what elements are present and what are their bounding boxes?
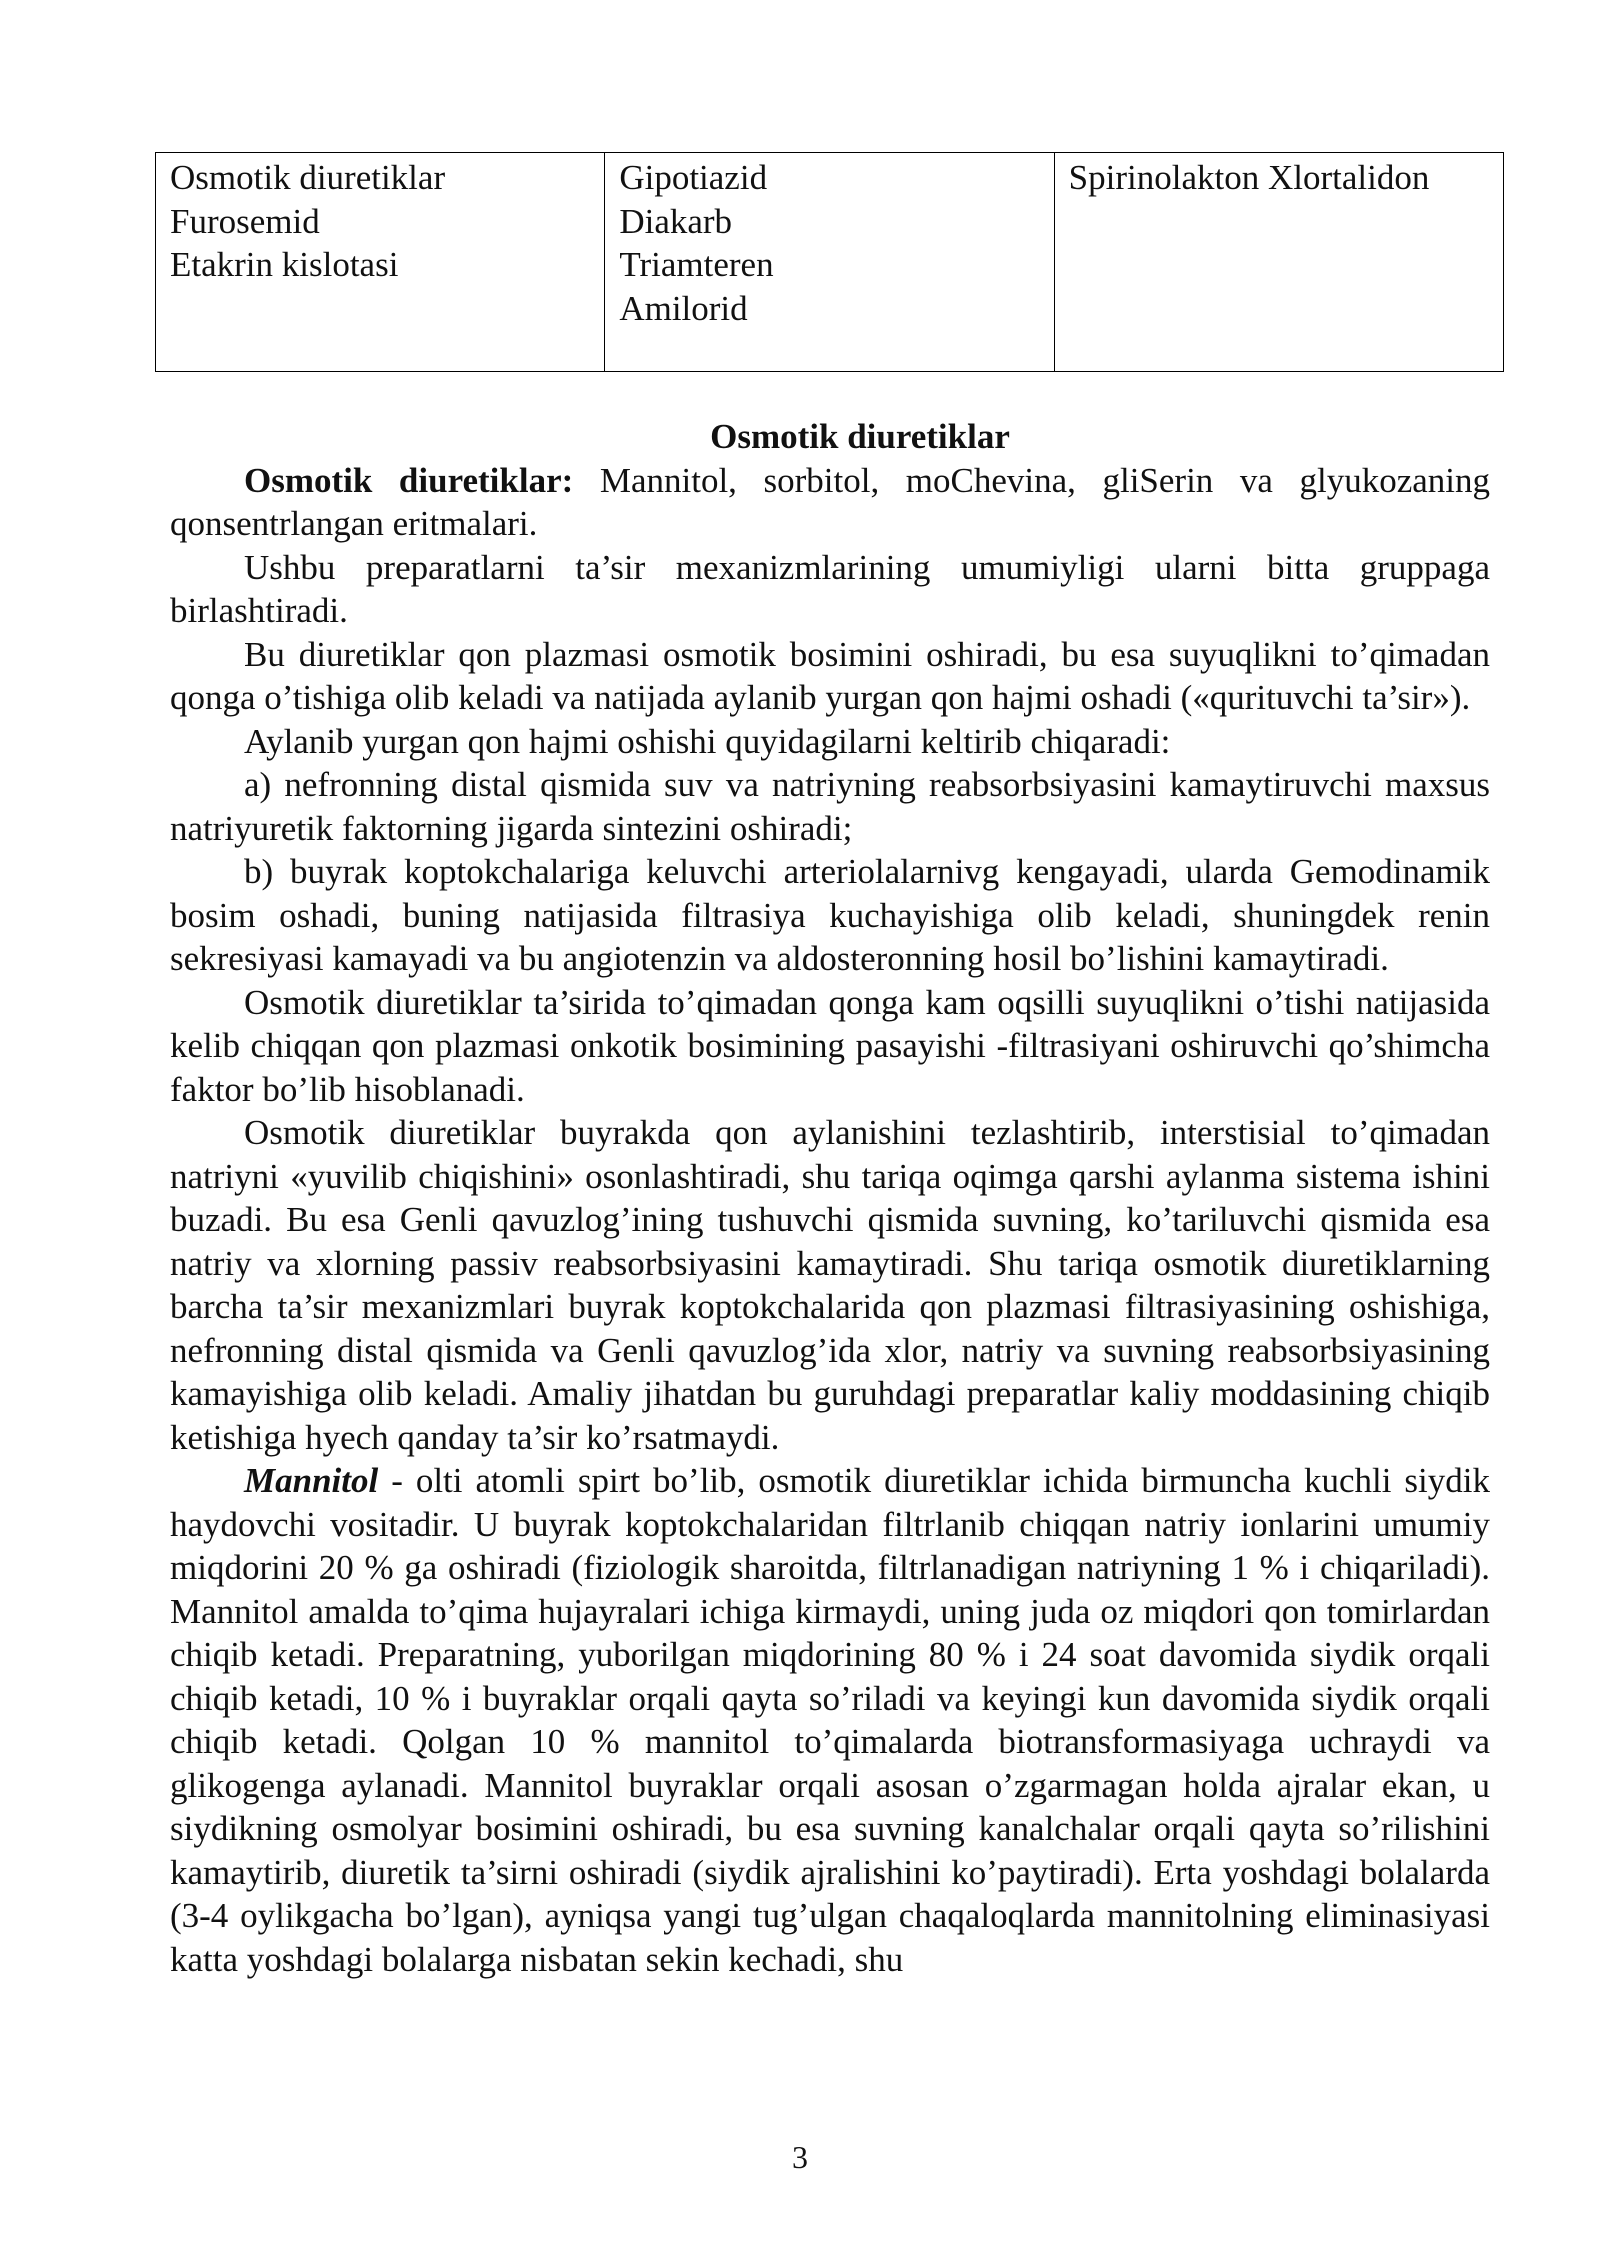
paragraph-8: Osmotik diuretiklar buyrakda qon aylanishini tezlashtirib, interstisial to’qimadan natriyni «yuvilib chiqishini» osonlashtiradi, shu tariqa oqimga qarshi aylanma sistema ishini buzadi. Bu esa Genli qavuzlog’ining tushuvchi qismida suvning, ko’tariluvchi qismida esa natriy va xlorning passiv reabsorbsiyasini kamaytiradi. Shu tariqa osmotik diuretiklarning barcha ta’sir mexanizmlari buyrak koptokchalarida qon plazmasi filtrasiyasining oshishiga, nefronning distal qismida va Genli qavuzlog’ida xlor, natriy va suvning reabsorbsiyasining kamayishiga olib keladi. Amaliy jihatdan bu guruhdagi preparatlar kaliy moddasining chiqib ketishiga hyech qanday ta’sir ko’rsatmaydi.: [170, 1113, 1490, 1457]
table-cell-col-2: [605, 153, 1054, 372]
paragraph-text: - olti atomli spirt bo’lib, osmotik diuretiklar ichida birmuncha kuchli siydik haydovchi vositadir. U buyrak koptokchalaridan filtrlanib chiqqan natriy ionlarini umumiy miqdorini 20 % ga oshiradi (fiziologik sharoitda, filtrlanadigan natriyning 1 % i chiqariladi). Mannitol amalda to’qima hujayralari ichiga kirmaydi, uning juda oz miqdori qon tomirlardan chiqib ketadi. Preparatning, yuborilgan miqdorining 80 % i 24 soat davomida siydik orqali chiqib ketadi, 10 % i buyraklar orqali qayta so’riladi va keyingi kun davomida siydik orqali chiqib ketadi. Qolgan 10 % mannitol to’qimalarda biotransformasiyaga uchraydi va glikogenga aylanadi. Mannitol buyraklar orqali asosan o’zgarmagan holda ajralar ekan, u siydikning osmolyar bosimini oshiradi, bu esa suvning kanalchalar orqali qayta so’rilishini kamaytirib, diuretik ta’sirni oshiradi (siydik ajralishini ko’paytiradi). Erta yoshdagi bolalarda (3-4 oylikgacha bo’lgan), ayniqsa yangi tug’ulgan chaqaloqlarda mannitolning eliminasiyasi katta yoshdagi bolalarga nisbatan sekin kechadi, shu: [170, 1461, 1490, 1979]
table-cell-col-1: [156, 153, 605, 372]
list-item-b: b) buyrak koptokchalariga keluvchi arteriolalarnivg kengayadi, ularda Gemodinamik bosim oshadi, buning natijasida filtrasiya kuchayishiga olib keladi, shuningdek renin sekresiyasi kamayadi va bu angiotenzin va aldosteronning hosil bo’lishini kamaytiradi.: [170, 852, 1490, 978]
table-row: [156, 153, 1504, 372]
body-text: [170, 415, 1490, 1981]
paragraph-1: [170, 459, 1490, 546]
paragraph-4: Aylanib yurgan qon hajmi oshishi quyidagilarni keltirib chiqaradi:: [244, 721, 1171, 761]
paragraph-3: Bu diuretiklar qon plazmasi osmotik bosimini oshiradi, bu esa suyuqlikni to’qimadan qonga o’tishiga olib keladi va natijada aylanib yurgan qon hajmi oshadi («qurituvchi ta’sir»).: [170, 634, 1490, 717]
drug-classification-table: [155, 152, 1504, 372]
list-item-a: a) nefronning distal qismida suv va natriyning reabsorbsiyasini kamaytiruvchi maxsus natriyuretik faktorning jigarda sintezini oshiradi;: [170, 765, 1490, 848]
paragraph-mannitol: [170, 1459, 1490, 1981]
table-cell-line: Osmotik diuretiklar: [170, 158, 446, 197]
paragraph-lead-term: Mannitol: [244, 1461, 379, 1500]
table-cell-line: Diakarb: [619, 201, 733, 241]
table-cell-line: Triamteren: [619, 245, 774, 284]
paragraph-text: Mannitol, sorbitol, moChevina, gliSerin va glyukozaning qonsentrlangan eritmalari.: [170, 460, 1490, 543]
page-number: 3: [792, 2139, 808, 2175]
table-cell-line: Gipotiazid: [619, 158, 768, 197]
table-cell-line: Furosemid: [170, 201, 320, 241]
table-cell-line: Spirinolakton Xlortalidon: [1068, 158, 1430, 197]
table-cell-col-3: [1054, 153, 1503, 372]
section-title: Osmotik diuretiklar: [710, 417, 1010, 456]
paragraph-7: Osmotik diuretiklar ta’sirida to’qimadan qonga kam oqsilli suyuqlikni o’tishi natijasida kelib chiqqan qon plazmasi onkotik bosimining pasayishi -filtrasiyani oshiruvchi qo’shimcha faktor bo’lib hisoblanadi.: [170, 982, 1490, 1109]
paragraph-lead-term: Osmotik diuretiklar:: [244, 460, 574, 500]
paragraph-2: Ushbu preparatlarni ta’sir mexanizmlarining umumiyligi ularni bitta gruppaga birlashtiradi.: [170, 547, 1490, 630]
table-cell-line: Amilorid: [619, 288, 748, 328]
table-cell-line: Etakrin kislotasi: [170, 245, 399, 284]
